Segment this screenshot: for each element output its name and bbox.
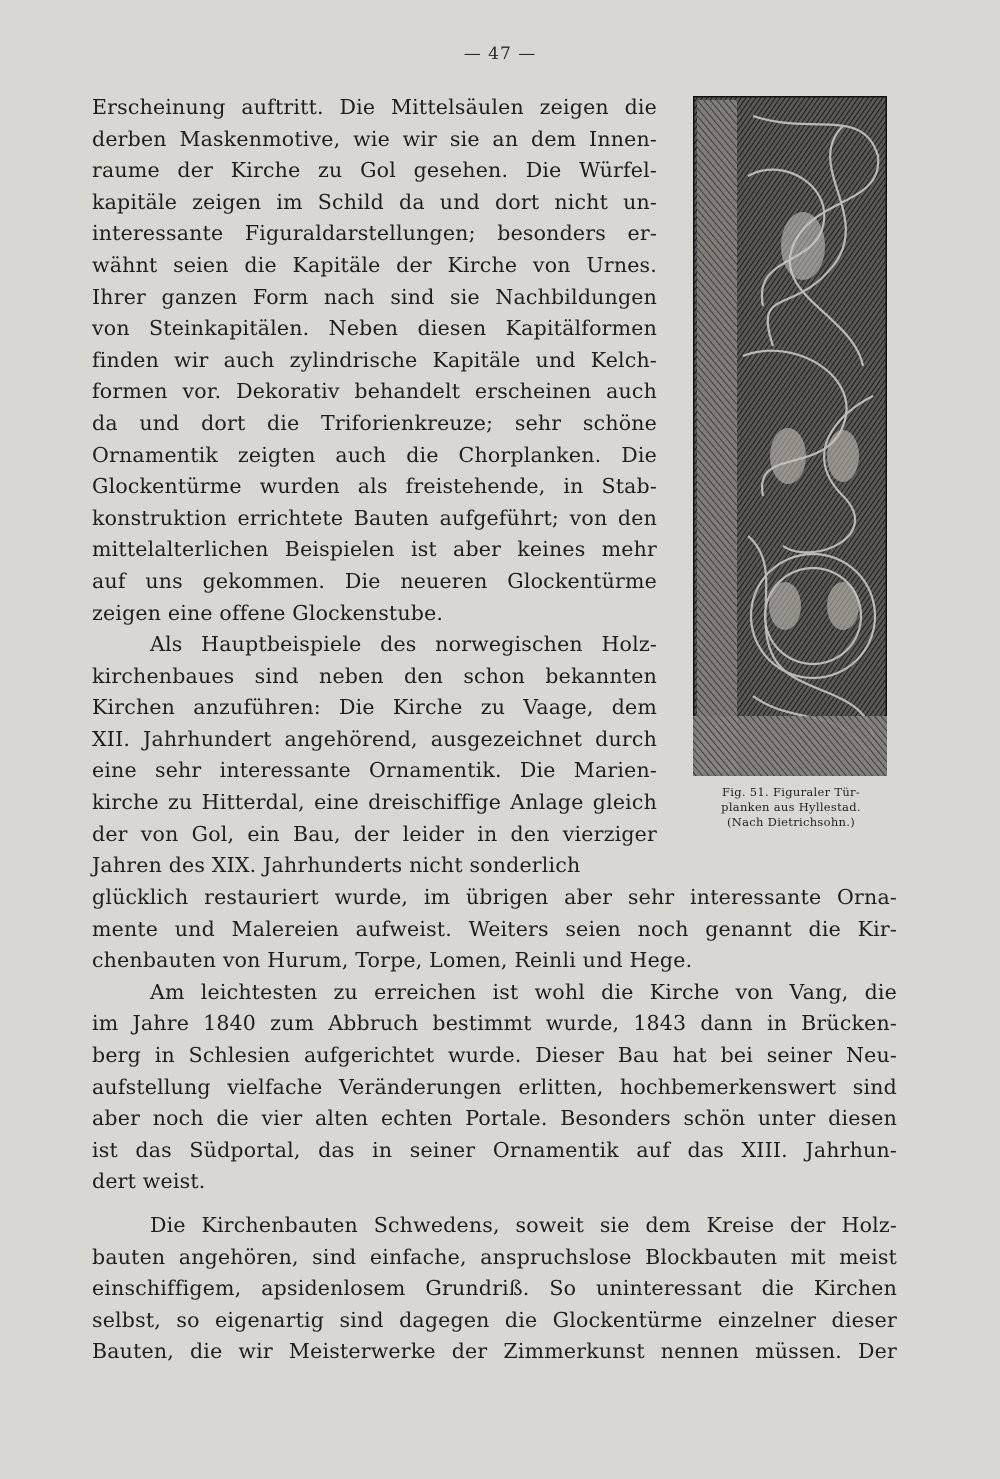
text-line: interessante Figuraldarstellungen; besonders er- xyxy=(92,221,657,246)
text-line: finden wir auch zylindrische Kapitäle und Kelch- xyxy=(92,347,657,372)
text-line: da und dort die Triforienkreuze; sehr schöne xyxy=(92,410,657,435)
text-line: bauten angehören, sind einfache, anspruchslose Blockbauten mit meist xyxy=(92,1244,897,1269)
text-line: Jahren des XIX. Jahrhunderts nicht sonderlich xyxy=(92,853,581,878)
text-line: Erscheinung auftritt. Die Mittelsäulen zeigen die xyxy=(92,95,657,119)
caption-line: (Nach Dietrichsohn.) xyxy=(726,815,856,829)
text-line: kirche zu Hitterdal, eine dreischiffige Anlage gleich xyxy=(92,790,657,815)
text-line: selbst, so eigenartig sind dagegen die Glockentürme einzelner dieser xyxy=(92,1307,897,1332)
text-line: dert weist. xyxy=(92,1169,206,1194)
text-line: derben Maskenmotive, wie wir sie an dem Innen- xyxy=(92,126,657,151)
text-line: der von Gol, ein Bau, der leider in den vierziger xyxy=(92,821,657,846)
text-line: XII. Jahrhundert angehörend, ausgezeichnet durch xyxy=(92,726,657,751)
figure-caption xyxy=(686,785,896,830)
column-text xyxy=(92,92,657,882)
text-line: von Steinkapitälen. Neben diesen Kapitälformen xyxy=(92,316,657,341)
text-line: konstruktion errichtete Bauten aufgeführt; von den xyxy=(92,505,657,530)
text-line: glücklich restauriert wurde, im übrigen aber sehr interessante Orna- xyxy=(92,885,897,909)
caption-line: planken aus Hyllestad. xyxy=(721,800,861,814)
text-line: auf uns gekommen. Die neueren Glockentürme xyxy=(92,568,657,593)
text-line: Ornamentik zeigten auch die Chorplanken. Die xyxy=(92,442,657,467)
text-line: kapitäle zeigen im Schild da und dort nicht un- xyxy=(92,189,657,214)
text-line: Die Kirchenbauten Schwedens, soweit sie dem Kreise der Holz- xyxy=(150,1212,897,1237)
text-line: ist das Südportal, das in seiner Ornamentik auf das XIII. Jahrhun- xyxy=(92,1137,897,1162)
text-line: aufstellung vielfache Veränderungen erlitten, hochbemerkenswert sind xyxy=(92,1074,897,1099)
carved-plank-illustration xyxy=(693,96,887,776)
text-line: raume der Kirche zu Gol gesehen. Die Würfel- xyxy=(92,158,657,183)
text-line: Am leichtesten zu erreichen ist wohl die Kirche von Vang, die xyxy=(150,979,897,1004)
text-line: chenbauten von Hurum, Torpe, Lomen, Reinli und Hege. xyxy=(92,948,693,973)
page-number: — 47 — xyxy=(463,44,537,64)
text-line: Glockentürme wurden als freistehende, in Stab- xyxy=(92,474,657,499)
text-line: zeigen eine offene Glockenstube. xyxy=(92,600,444,625)
full-width-text xyxy=(92,882,897,1368)
text-line: formen vor. Dekorativ behandelt erscheinen auch xyxy=(92,379,657,404)
text-line: Ihrer ganzen Form nach sind sie Nachbildungen xyxy=(92,284,657,309)
text-line: Als Hauptbeispiele des norwegischen Holz- xyxy=(150,632,657,657)
text-line: Kirchen anzuführen: Die Kirche zu Vaage, dem xyxy=(92,695,657,720)
text-line: kirchenbaues sind neben den schon bekannten xyxy=(92,663,657,688)
text-line: mittelalterlichen Beispielen ist aber keines mehr xyxy=(92,537,657,562)
text-line: einschiffigem, apsidenlosem Grundriß. So uninteressant die Kirchen xyxy=(92,1276,897,1301)
figure-carved-plank xyxy=(693,96,887,776)
caption-line: Fig. 51. Figuraler Tür- xyxy=(721,785,861,799)
text-line: mente und Malereien aufweist. Weiters seien noch genannt die Kir- xyxy=(92,916,897,941)
text-line: eine sehr interessante Ornamentik. Die Marien- xyxy=(92,758,657,783)
text-line: Bauten, die wir Meisterwerke der Zimmerkunst nennen müssen. Der xyxy=(92,1339,897,1364)
text-line: wähnt seien die Kapitäle der Kirche von Urnes. xyxy=(92,252,657,277)
text-line: aber noch die vier alten echten Portale. Besonders schön unter diesen xyxy=(92,1106,897,1131)
text-line: berg in Schlesien aufgerichtet wurde. Dieser Bau hat bei seiner Neu- xyxy=(92,1042,897,1067)
text-line: im Jahre 1840 zum Abbruch bestimmt wurde, 1843 dann in Brücken- xyxy=(92,1011,897,1036)
